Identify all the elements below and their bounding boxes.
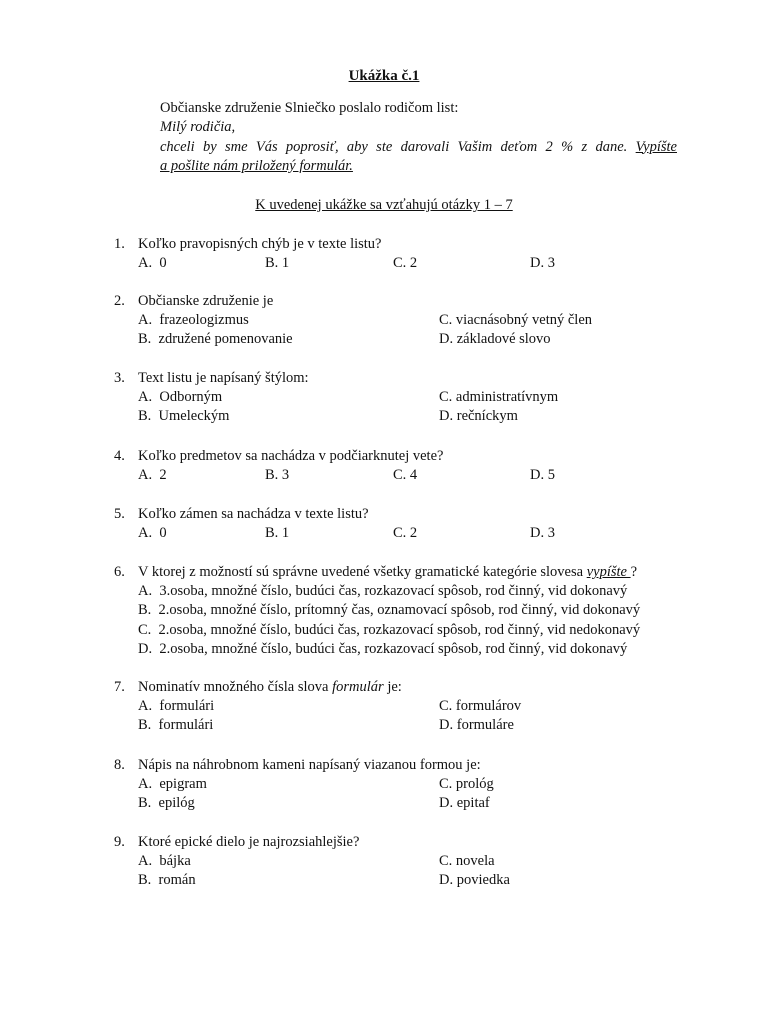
- option-text: Umeleckým: [158, 408, 230, 424]
- option-text: epigram: [159, 776, 207, 792]
- option-text: epilóg: [158, 795, 195, 811]
- question-number: 9.: [114, 834, 125, 850]
- option-letter: A.: [138, 853, 153, 869]
- option-letter: B.: [138, 795, 152, 811]
- option-text: epitaf: [456, 795, 490, 811]
- option-b: [265, 525, 289, 542]
- question-text-part: Nominatív množného čísla slova: [138, 679, 333, 695]
- option-a: [138, 525, 167, 542]
- option-text: 2: [409, 525, 418, 541]
- option-d: [530, 467, 555, 484]
- option-text: administratívnym: [455, 389, 559, 405]
- option-letter: B.: [138, 602, 152, 618]
- option-b: [138, 795, 195, 812]
- option-d: [439, 331, 551, 348]
- option-c: [393, 525, 417, 542]
- option-letter: B.: [138, 872, 152, 888]
- option-a: [138, 389, 222, 406]
- option-letter: A.: [138, 776, 153, 792]
- intro-letter-line: [160, 138, 677, 157]
- option-text: 0: [159, 525, 167, 541]
- option-c: [439, 776, 494, 793]
- option-a: [138, 312, 249, 329]
- question-number: 6.: [114, 564, 125, 580]
- option-b: [138, 872, 196, 889]
- option-text: 1: [281, 255, 290, 271]
- option-letter: D.: [439, 795, 454, 811]
- question-emphasis: vypíšte: [586, 564, 631, 580]
- option-a: [138, 853, 191, 870]
- option-letter: B.: [138, 408, 152, 424]
- option-text: rečníckym: [456, 408, 518, 424]
- option-a: [138, 467, 167, 484]
- option-letter: C.: [138, 622, 152, 638]
- option-b: [138, 717, 213, 734]
- question-text: Občianske združenie je: [138, 293, 274, 309]
- page-title: Ukážka č.1: [348, 68, 420, 84]
- question-number: 5.: [114, 506, 125, 522]
- option-text: 5: [547, 467, 555, 483]
- intro-letter-text: chceli by sme Vás poprosiť, aby ste darovali Vašim deťom 2 % z dane.: [160, 138, 636, 155]
- option-text: 2: [409, 255, 418, 271]
- option-letter: C.: [393, 525, 407, 541]
- option-c: [393, 467, 417, 484]
- intro-line-1: Občianske združenie Slniečko poslalo rodičom list:: [160, 100, 459, 116]
- option-text: 1: [281, 525, 290, 541]
- option-text: 4: [409, 467, 418, 483]
- question-text: Koľko predmetov sa nachádza v podčiarknutej vete?: [138, 448, 444, 464]
- intro-block: [160, 99, 677, 176]
- option-letter: A.: [138, 583, 153, 599]
- option-text: Odborným: [159, 389, 223, 405]
- question-text: Ktoré epické dielo je najrozsiahlejšie?: [138, 834, 360, 850]
- option-c: [138, 622, 640, 639]
- question-number: 7.: [114, 679, 125, 695]
- option-text: bájka: [159, 853, 191, 869]
- option-d: [439, 872, 510, 889]
- option-text: základové slovo: [456, 331, 551, 347]
- question-text: Text listu je napísaný štýlom:: [138, 370, 309, 386]
- question-text: [138, 564, 637, 581]
- question-number: 4.: [114, 448, 125, 464]
- option-c: [439, 853, 495, 870]
- option-text: 3.osoba, množné číslo, budúci čas, rozkazovací spôsob, rod činný, vid dokonavý: [159, 583, 628, 599]
- option-text: román: [158, 872, 196, 888]
- option-letter: B.: [138, 331, 152, 347]
- option-letter: D.: [530, 467, 545, 483]
- option-letter: C.: [393, 467, 407, 483]
- option-text: 3: [281, 467, 290, 483]
- option-text: 0: [159, 255, 167, 271]
- question-text-part: je:: [383, 679, 402, 695]
- option-b: [138, 602, 640, 619]
- option-letter: D.: [439, 717, 454, 733]
- option-letter: B.: [265, 255, 279, 271]
- option-letter: A.: [138, 525, 153, 541]
- option-a: [138, 583, 627, 600]
- option-a: [138, 776, 207, 793]
- option-d: [439, 717, 514, 734]
- option-text: 3: [547, 255, 555, 271]
- option-text: formulári: [158, 717, 214, 733]
- option-text: 2.osoba, množné číslo, prítomný čas, oznamovací spôsob, rod činný, vid dokonavý: [158, 602, 641, 618]
- option-letter: B.: [265, 467, 279, 483]
- question-text: Koľko pravopisných chýb je v texte listu?: [138, 236, 382, 252]
- option-d: [530, 255, 555, 272]
- option-letter: B.: [265, 525, 279, 541]
- option-letter: D.: [439, 408, 454, 424]
- option-letter: C.: [439, 389, 453, 405]
- option-a: [138, 255, 167, 272]
- option-text: 3: [547, 525, 555, 541]
- question-text-part: ?: [630, 564, 638, 580]
- option-letter: C.: [439, 312, 453, 328]
- section-subheading: K uvedenej ukážke sa vzťahujú otázky 1 – 7: [255, 197, 513, 213]
- intro-underlined-word: Vypíšte: [635, 138, 677, 155]
- question-number: 2.: [114, 293, 125, 309]
- option-letter: D.: [530, 255, 545, 271]
- option-text: viacnásobný vetný člen: [455, 312, 593, 328]
- option-d: [530, 525, 555, 542]
- option-letter: D.: [530, 525, 545, 541]
- option-letter: C.: [439, 776, 453, 792]
- option-c: [439, 389, 558, 406]
- option-text: prológ: [455, 776, 494, 792]
- option-letter: D.: [439, 872, 454, 888]
- option-letter: C.: [393, 255, 407, 271]
- option-a: [138, 698, 214, 715]
- option-d: [439, 408, 518, 425]
- option-text: 2.osoba, množné číslo, budúci čas, rozkazovací spôsob, rod činný, vid dokonavý: [159, 641, 628, 657]
- option-letter: A.: [138, 467, 153, 483]
- option-d: [138, 641, 627, 658]
- intro-salutation: Milý rodičia,: [160, 119, 236, 136]
- option-text: združené pomenovanie: [158, 331, 293, 347]
- option-b: [138, 408, 229, 425]
- option-letter: B.: [138, 717, 152, 733]
- option-letter: A.: [138, 389, 153, 405]
- option-letter: A.: [138, 312, 153, 328]
- option-letter: D.: [439, 331, 454, 347]
- option-text: poviedka: [456, 872, 510, 888]
- option-c: [439, 312, 592, 329]
- option-letter: A.: [138, 698, 153, 714]
- option-letter: C.: [439, 698, 453, 714]
- option-c: [393, 255, 417, 272]
- intro-underlined-sentence: a pošlite nám priložený formulár.: [160, 157, 353, 174]
- option-letter: D.: [138, 641, 153, 657]
- option-text: 2: [159, 467, 167, 483]
- option-c: [439, 698, 521, 715]
- question-emphasis: formulár: [332, 679, 384, 695]
- option-letter: C.: [439, 853, 453, 869]
- option-text: formulárov: [455, 698, 522, 714]
- question-text: Koľko zámen sa nachádza v texte listu?: [138, 506, 369, 522]
- option-letter: A.: [138, 255, 153, 271]
- option-text: frazeologizmus: [159, 312, 249, 328]
- option-text: novela: [455, 853, 495, 869]
- question-text-part: V ktorej z možností sú správne uvedené všetky gramatické kategórie slovesa: [138, 564, 587, 580]
- option-b: [265, 255, 289, 272]
- question-number: 8.: [114, 757, 125, 773]
- option-text: formuláre: [456, 717, 514, 733]
- option-text: 2.osoba, množné číslo, budúci čas, rozkazovací spôsob, rod činný, vid nedokonavý: [158, 622, 641, 638]
- option-b: [138, 331, 293, 348]
- option-d: [439, 795, 490, 812]
- question-number: 1.: [114, 236, 125, 252]
- option-text: formulári: [159, 698, 215, 714]
- question-number: 3.: [114, 370, 125, 386]
- question-text: Nápis na náhrobnom kameni napísaný viazanou formou je:: [138, 757, 481, 773]
- question-text: [138, 679, 402, 696]
- option-b: [265, 467, 289, 484]
